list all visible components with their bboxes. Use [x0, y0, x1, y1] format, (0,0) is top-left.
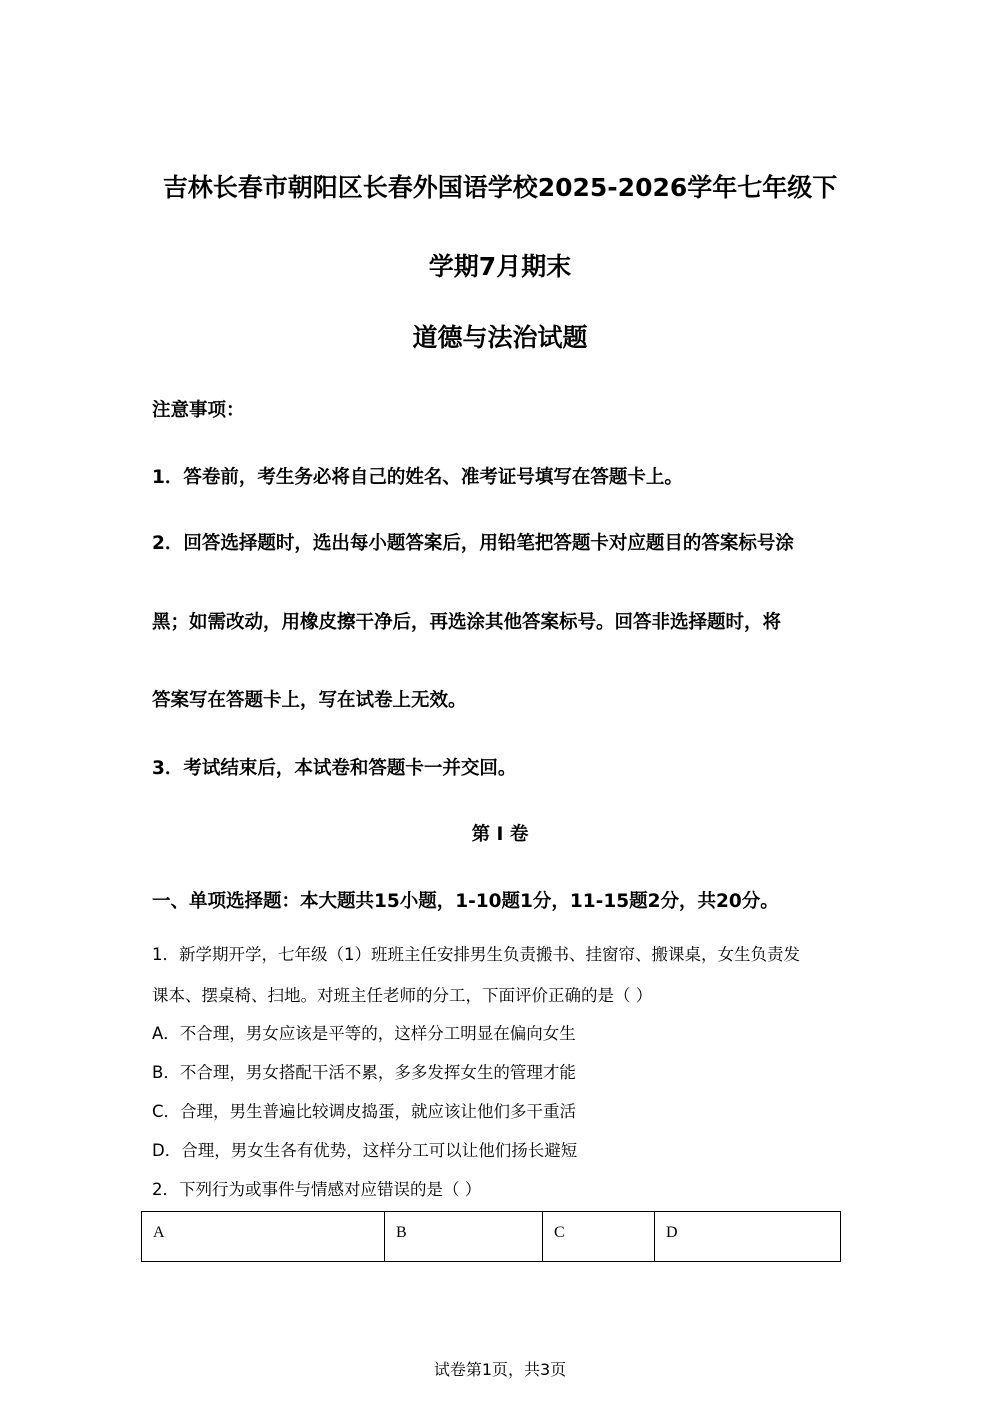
table-cell-b: B — [385, 1212, 543, 1262]
part-one-title: 一、单项选择题：本大题共15小题，1-10题1分，11-15题2分，共20分。 — [152, 891, 779, 912]
volume-heading: 第 I 卷 — [471, 824, 529, 845]
question-2-stem: 2．下列行为或事件与情感对应错误的是（ ） — [152, 1180, 482, 1199]
notice-item-2-line1: 2．回答选择题时，选出每小题答案后，用铅笔把答题卡对应题目的答案标号涂 — [152, 533, 794, 554]
exam-title-line1: 吉林长春市朝阳区长春外国语学校2025-2026学年七年级下 — [162, 173, 838, 202]
question-1-option-b: B．不合理，男女搭配干活不累，多多发挥女生的管理才能 — [152, 1063, 576, 1082]
question-1-stem-line1: 1．新学期开学，七年级（1）班班主任安排男生负责搬书、挂窗帘、搬课桌，女生负责发 — [152, 945, 800, 964]
notice-item-2-line2: 黑；如需改动，用橡皮擦干净后，再选涂其他答案标号。回答非选择题时，将 — [152, 612, 782, 633]
question-1-option-d: D．合理，男女生各有优势，这样分工可以让他们扬长避短 — [152, 1141, 578, 1160]
question-1-option-c: C．合理，男生普遍比较调皮捣蛋，就应该让他们多干重活 — [152, 1102, 577, 1121]
question-2-options-table — [141, 1211, 841, 1262]
page-footer: 试卷第1页，共3页 — [433, 1360, 567, 1379]
table-cell-d: D — [655, 1212, 841, 1262]
table-cell-c: C — [543, 1212, 655, 1262]
notice-item-1: 1．答卷前，考生务必将自己的姓名、准考证号填写在答题卡上。 — [152, 467, 683, 488]
notice-heading: 注意事项： — [152, 400, 245, 421]
question-1-option-a: A．不合理，男女应该是平等的，这样分工明显在偏向女生 — [152, 1024, 576, 1043]
exam-title-line2: 学期7月期末 — [428, 252, 572, 281]
notice-item-3: 3．考试结束后，本试卷和答题卡一并交回。 — [152, 758, 517, 779]
table-cell-a: A — [142, 1212, 385, 1262]
table-row — [142, 1212, 841, 1262]
notice-item-2-line3: 答案写在答题卡上，写在试卷上无效。 — [152, 690, 467, 711]
question-1-stem-line2: 课本、摆桌椅、扫地。对班主任老师的分工，下面评价正确的是（ ） — [152, 986, 653, 1005]
exam-subject: 道德与法治试题 — [412, 323, 588, 352]
